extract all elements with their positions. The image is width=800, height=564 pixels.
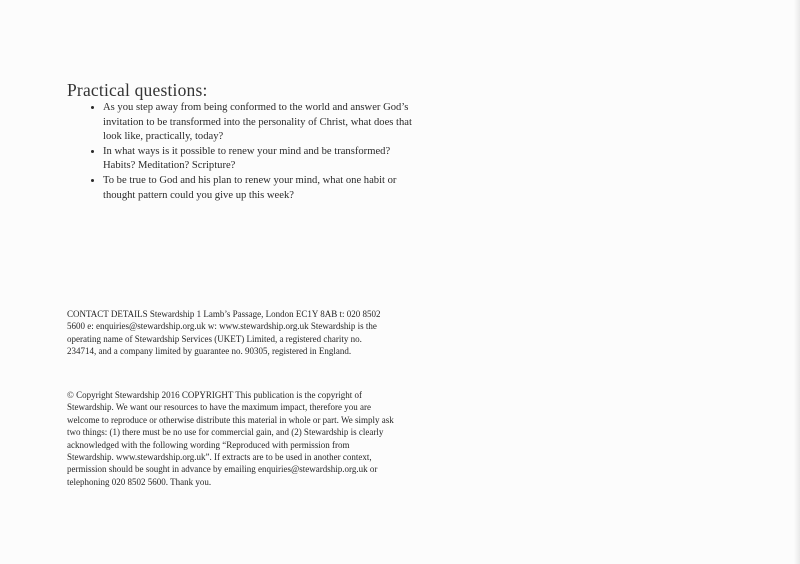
questions-list [84,101,423,203]
copyright-notice: © Copyright Stewardship 2016 COPYRIGHT This publication is the copyright of Stewardship. We want our resources to have the maximum impact, therefore you are welcome to reproduce or otherwise distribute this material in whole or part. We simply ask two things: (1) there must be no use for commercial gain, and (2) Stewardship is clearly acknowledged with the following wording “Reproduced with permission from Stewardship. www.stewardship.org.uk”. If extracts are to be used in another context, permission should be sought in advance by emailing enquiries@stewardship.org.uk or telephoning 020 8502 5600. Thank you. [67,390,394,487]
blank-right-panel [420,0,794,564]
question-item: • As you step away from being conformed to the world and answer God’s invitation to be transformed into the personality of Christ, what does that look like, practically, today? [103,101,423,145]
question-item: • In what ways is it possible to renew your mind and be transformed? Habits? Meditation? Scripture? [103,145,423,174]
questions-heading: Practical questions: [67,80,208,100]
question-item: • To be true to God and his plan to renew your mind, what one habit or thought pattern could you give up this week? [103,174,423,203]
contact-details: CONTACT DETAILS Stewardship 1 Lamb’s Passage, London EC1Y 8AB t: 020 8502 5600 e: enquiries@stewardship.org.uk w: www.stewardship.org.uk Stewardship is the operating name of Stewardship Services (UKET) Limited, a registered charity no. 234714, and a company limited by guarantee no. 90305, registered in England. [67,309,381,357]
page-edge [794,0,800,564]
